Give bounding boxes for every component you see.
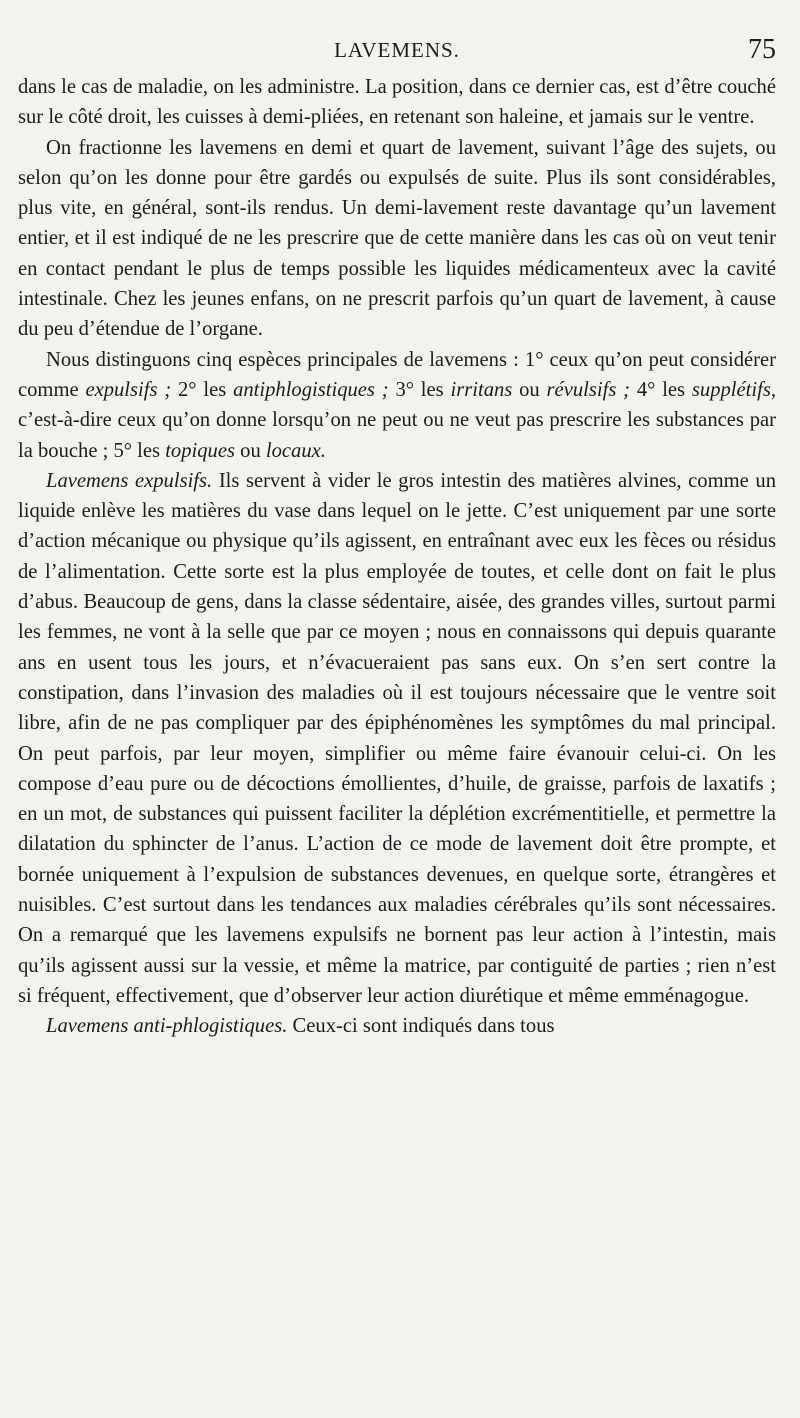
paragraph — [18, 133, 776, 345]
text-run: ou — [235, 439, 266, 462]
book-page — [18, 0, 776, 1418]
italic-text-run: Lavemens expulsifs. — [46, 469, 213, 492]
text-run: Nous distinguons cinq espèces principales de lavemens : 1° ceux qu’on peut considérer comme — [18, 348, 776, 401]
italic-text-run: antiphlogistiques ; — [233, 378, 389, 401]
italic-text-run: Lavemens anti-phlogistiques. — [46, 1015, 288, 1038]
text-run: ou — [512, 378, 547, 401]
text-run: Ils servent à vider le gros intestin des matières alvines, comme un liquide enlève les matières du vase dans lequel on le jette. C’est uniquement par une sorte d’action mécanique ou physique qu’ils agissent, en entraînant avec eux les fèces ou résidus de l’alimentation. Cette sorte est la plus employée de toutes, et celle dont on fait le plus d’abus. Beaucoup de gens, dans la classe sédentaire, aisée, des grandes villes, surtout parmi les femmes, ne vont à la selle que par ce moyen ; nous en connaissons qui depuis quarante ans en usent tous les jours, et n’évacueraient pas sans eux. On s’en sert contre la constipation, dans l’invasion des maladies où il est toujours nécessaire que le ventre soit libre, afin de ne pas compliquer par des épiphénomènes les symptômes du mal principal. On peut parfois, par leur moyen, simplifier ou même faire évanouir celui-ci. On les compose d’eau pure ou de décoctions émollientes, d’huile, de graisse, parfois de laxatifs ; en un mot, de substances qui puissent faciliter la déplétion excrémentitielle, et permettre la dilatation du sphincter de l’anus. L’action de ce mode de lavement doit être prompte, et bornée uniquement à l’expulsion de substances devenues, en quelque sorte, étrangères et nuisibles. C’est surtout dans les tendances aux maladies cérébrales qu’ils sont nécessaires. On a remarqué que les lavemens expulsifs ne bornent pas leur action à l’intestin, mais qu’ils agissent aussi sur la vessie, et même la matrice, par contiguité de parties ; rien n’est si fréquent, effectivement, que d’observer leur action diurétique et même emménagogue. — [18, 469, 776, 1007]
paragraph — [18, 345, 776, 466]
paragraph — [18, 466, 776, 1011]
italic-text-run: irritans — [450, 378, 513, 401]
body-text — [18, 72, 776, 1042]
text-run: dans le cas de maladie, on les administre. La position, dans ce dernier cas, est d’être couché sur le côté droit, les cuisses à demi-pliées, en retenant son haleine, et jamais sur le ventre. — [18, 76, 776, 129]
italic-text-run: révulsifs ; — [546, 378, 631, 401]
text-run: 3° les — [388, 378, 451, 401]
text-run: , c’est-à-dire ceux qu’on donne lorsqu’on ne peut ou ne veut pas prescrire les substances par la bouche ; 5° les — [18, 378, 776, 462]
italic-text-run: supplétifs — [691, 378, 771, 401]
italic-text-run: expulsifs ; — [85, 378, 172, 401]
page-header — [18, 34, 776, 70]
paragraph — [18, 72, 776, 133]
text-run: 2° les — [171, 378, 234, 401]
text-run: Ceux-ci sont indiqués dans tous — [287, 1015, 555, 1038]
running-title: LAVEMENS. — [334, 38, 460, 62]
text-run: 4° les — [630, 378, 692, 401]
paragraph — [18, 1011, 776, 1041]
italic-text-run: locaux. — [265, 439, 326, 462]
page-number: 75 — [748, 34, 776, 65]
text-run: On fractionne les lavemens en demi et quart de lavement, suivant l’âge des sujets, ou selon qu’on les donne pour être gardés ou expulsés de suite. Plus ils sont considérables, plus vite, en général, sont-ils rendus. Un demi-lavement reste davantage qu’un lavement entier, et il est indiqué de ne les prescrire que de cette manière dans les cas où on veut tenir en contact pendant le plus de temps possible les liquides médicamenteux avec la cavité intestinale. Chez les jeunes enfans, on ne prescrit parfois qu’un quart de lavement, à cause du peu d’étendue de l’organe. — [18, 136, 776, 341]
italic-text-run: topiques — [165, 439, 235, 462]
